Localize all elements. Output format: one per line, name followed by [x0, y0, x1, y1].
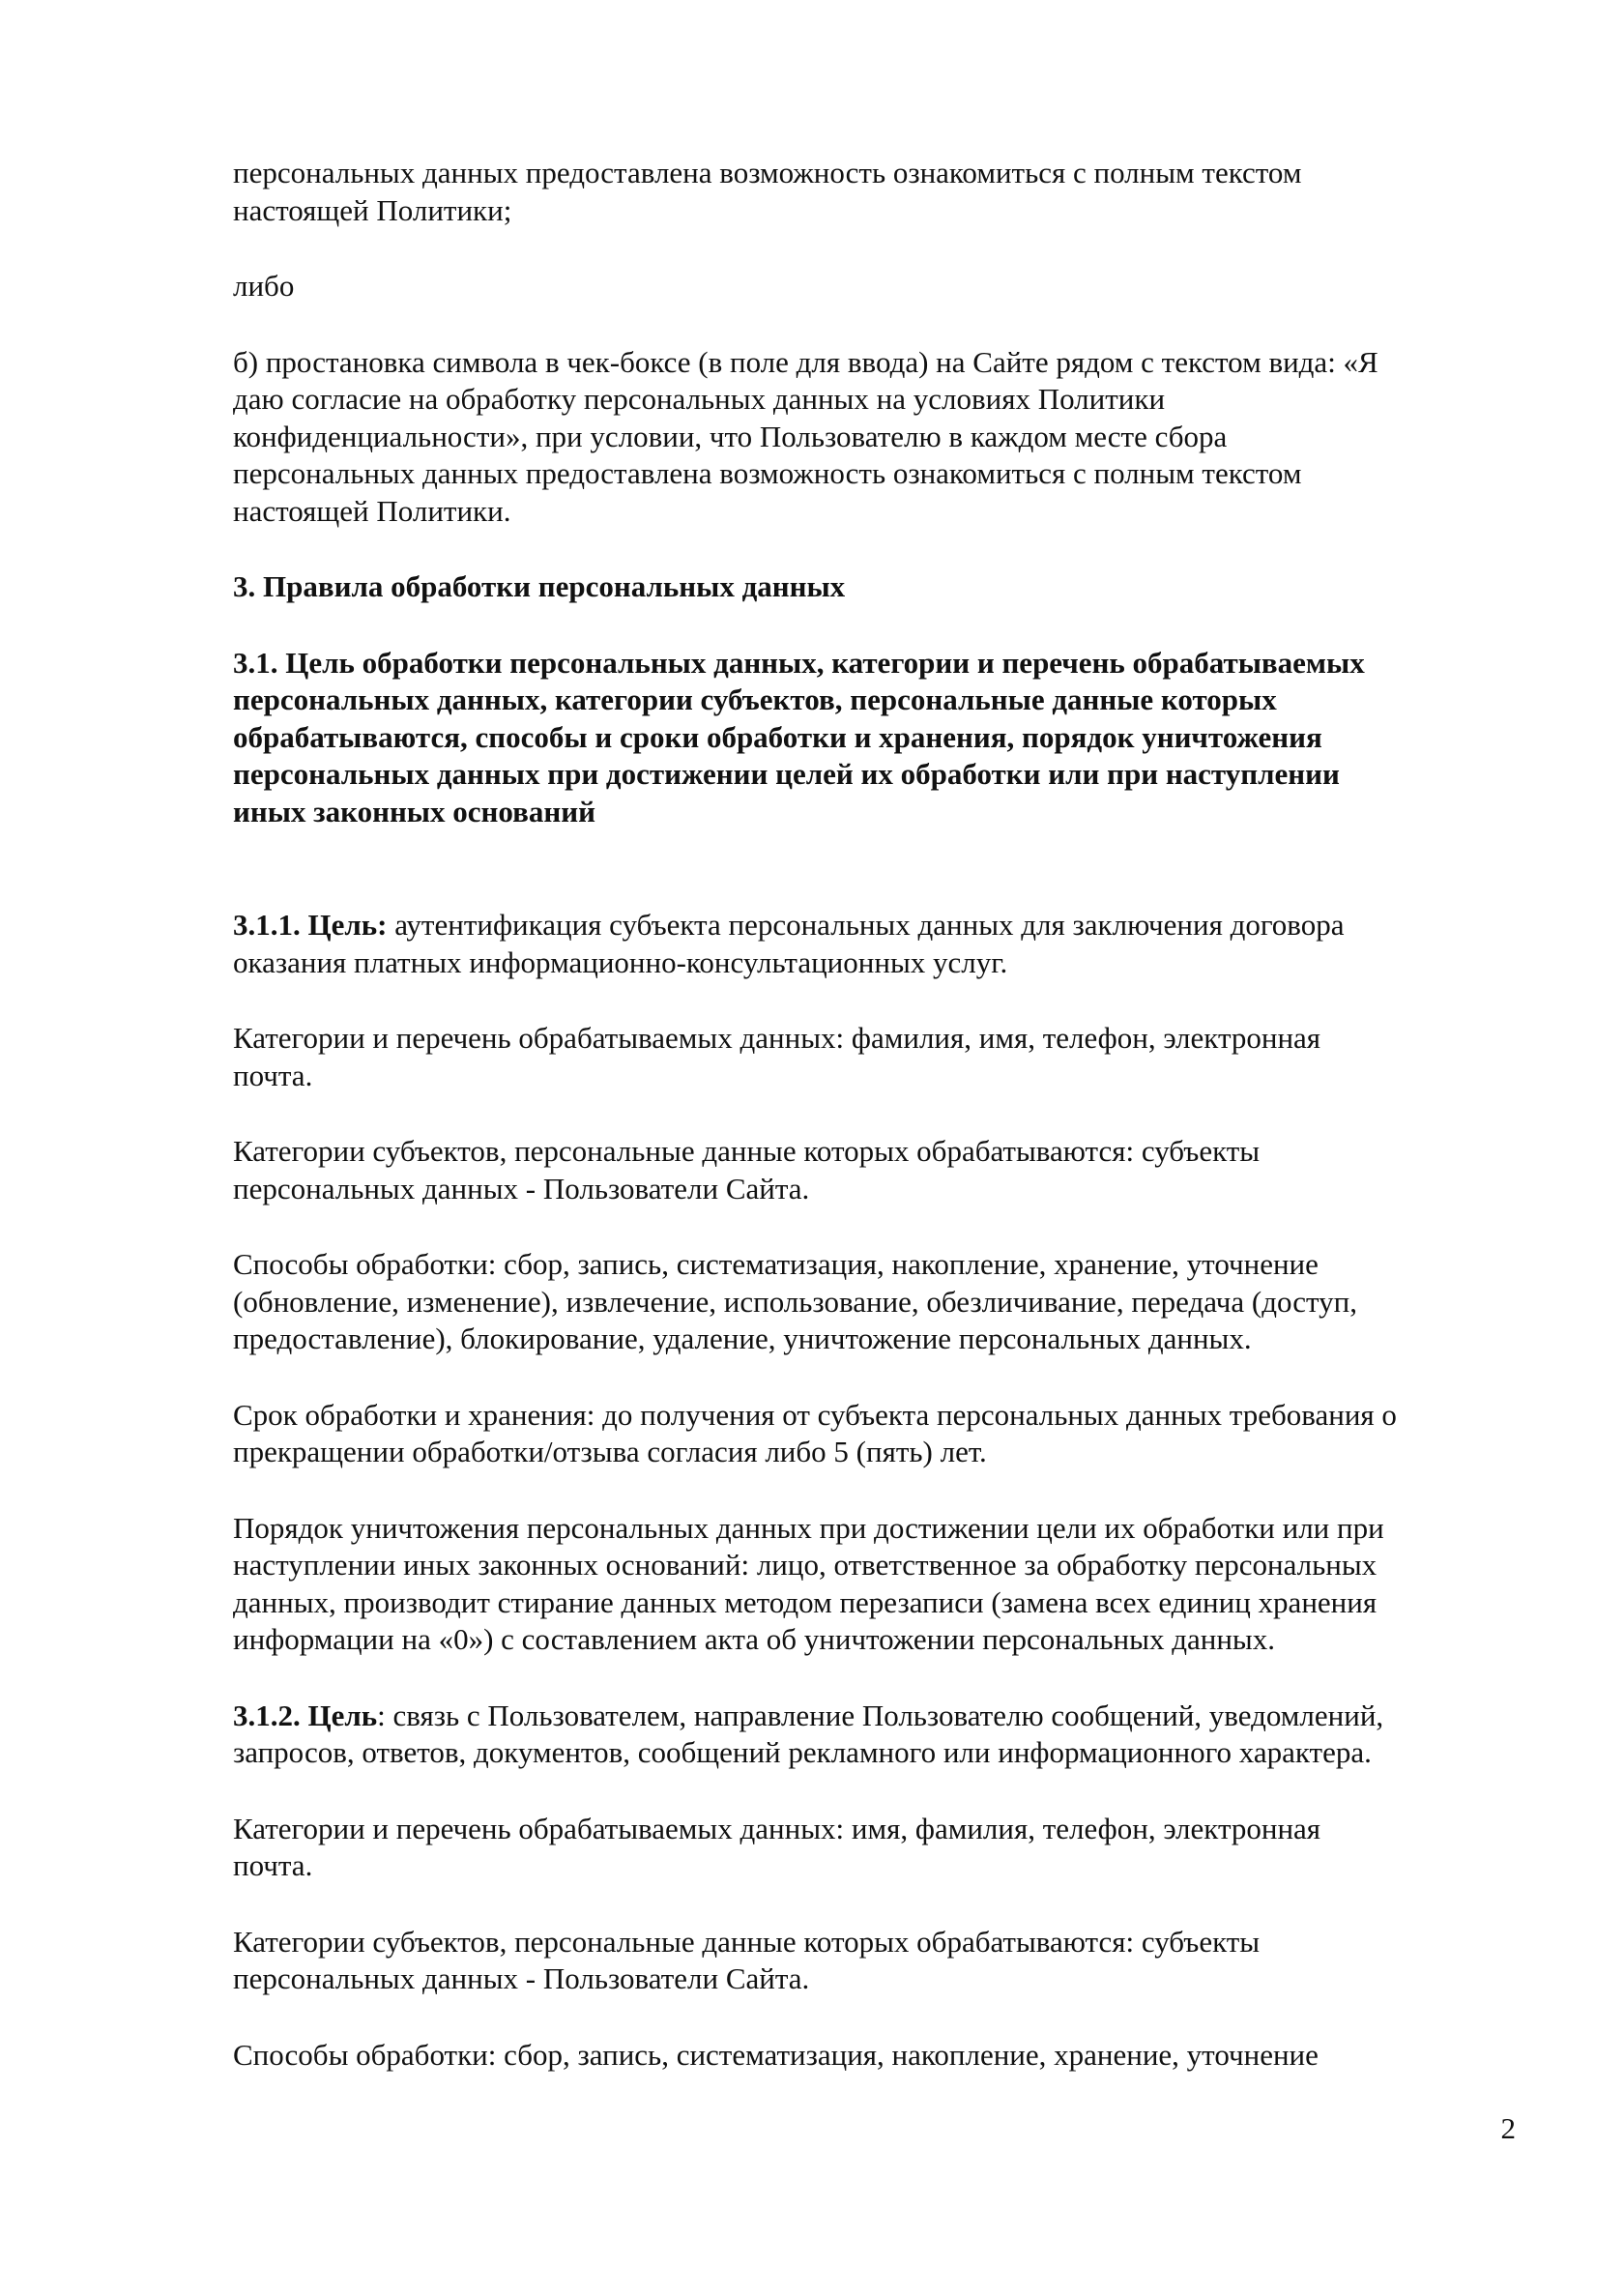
paragraph-subject-categories-1: Категории субъектов, персональные данные которых обрабатываются: субъекты персональных данных - Пользователи Сайта. [233, 1134, 1261, 1205]
paragraph-data-categories-1: Категории и перечень обрабатываемых данных: фамилия, имя, телефон, электронная почта. [233, 1021, 1321, 1092]
paragraph-retention-period-1: Срок обработки и хранения: до получения от субъекта персональных данных требования о прекращении обработки/отзыва согласия либо 5 (пять) лет. [233, 1397, 1397, 1468]
purpose-text-3-1-1: аутентификация субъекта персональных данных для заключения договора оказания платных информационно-консультационных услуг. [233, 908, 1345, 979]
purpose-text-3-1-2: : связь с Пользователем, направление Пользователю сообщений, уведомлений, запросов, ответов, документов, сообщений рекламного или информационного характера. [233, 1698, 1384, 1769]
purpose-label-3-1-1: 3.1.1. Цель: [233, 908, 388, 942]
paragraph-subject-categories-2: Категории субъектов, персональные данные которых обрабатываются: субъекты персональных данных - Пользователи Сайта. [233, 1924, 1261, 1995]
purpose-label-3-1-2: 3.1.2. Цель [233, 1698, 378, 1732]
paragraph-3-1-2-purpose [233, 1698, 1528, 1772]
section-heading-3-1: 3.1. Цель обработки персональных данных, категории и перечень обрабатываемых персональных данных, категории субъектов, персональные данные которых обрабатываются, способы и сроки обработки и хранения, порядок уничтожения персональных данных при достижении целей их обработки или при наступлении иных законных оснований [233, 645, 1365, 828]
document-body [233, 155, 1528, 2074]
paragraph-data-categories-2: Категории и перечень обрабатываемых данных: имя, фамилия, телефон, электронная почта. [233, 1811, 1321, 1882]
paragraph-or: либо [233, 269, 295, 303]
page-number: 2 [1500, 2111, 1516, 2145]
section-heading-3: 3. Правила обработки персональных данных [233, 569, 846, 603]
paragraph-processing-methods-1: Способы обработки: сбор, запись, систематизация, накопление, хранение, уточнение (обновление, изменение), извлечение, использование, обезличивание, передача (доступ, предоставление), блокирование, удаление, уничтожение персональных данных. [233, 1247, 1358, 1355]
paragraph-processing-methods-2: Способы обработки: сбор, запись, систематизация, накопление, хранение, уточнение [233, 2037, 1319, 2072]
paragraph-destruction-procedure-1: Порядок уничтожения персональных данных при достижении цели их обработки или при наступлении иных законных оснований: лицо, ответственное за обработку персональных данных, производит стирание данных методом перезаписи (замена всех единиц хранения информации на «0») с составлением акта об уничтожении персональных данных. [233, 1510, 1384, 1656]
paragraph-consent-continuation: персональных данных предоставлена возможность ознакомиться с полным текстом настоящей Политики; [233, 156, 1302, 227]
paragraph-checkbox-consent: б) простановка символа в чек-боксе (в поле для ввода) на Сайте рядом с текстом вида: «Я даю согласие на обработку персональных данных на условиях Политики конфиденциальности», при условии, что Пользователю в каждом месте сбора персональных данных предоставлена возможность ознакомиться с полным текстом настоящей Политики. [233, 344, 1378, 528]
paragraph-3-1-1-purpose [233, 907, 1528, 981]
